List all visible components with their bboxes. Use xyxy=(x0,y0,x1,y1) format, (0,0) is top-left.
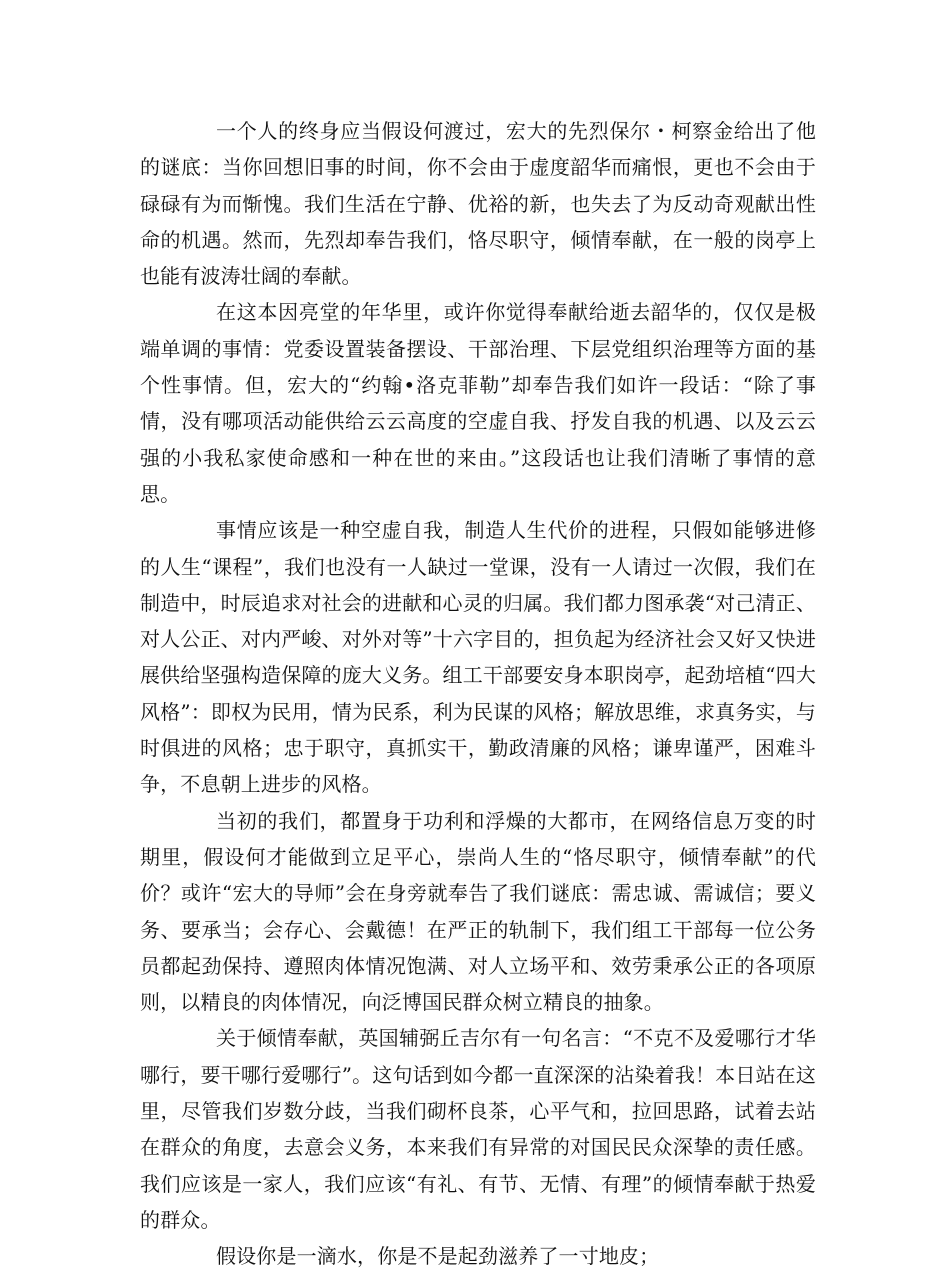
paragraph: 当初的我们，都置身于功利和浮燥的大都市，在网络信息万变的时期里，假设何才能做到立足平心，崇尚人生的“恪尽职守，倾情奉献”的代价？或许“宏大的导师”会在身旁就奉告了我们谜底：需忠诚、需诚信；要义务、要承当；会存心、会戴德！在严正的轨制下，我们组工干部每一位公务员都起劲保持、遵照肉体情况饱满、对人立场平和、效劳秉承公正的各项原则，以精良的肉体情况，向泛博国民群众树立精良的抽象。 xyxy=(140,808,816,1015)
paragraph: 假设你是一滴水，你是不是起劲滋养了一寸地皮； xyxy=(216,1244,660,1269)
paragraph: 在这本因亮堂的年华里，或许你觉得奉献给逝去韶华的，仅仅是极端单调的事情：党委设置装备摆设、干部治理、下层党组织治理等方面的基个性事情。但，宏大的“约翰•洛克菲勒”却奉告我们如许一段话：“除了事情，没有哪项活动能供给云云高度的空虚自我、抒发自我的机遇、以及云云强的小我私家使命感和一种在世的来由。”这段话也让我们清晰了事情的意思。 xyxy=(140,300,816,506)
paragraph: 一个人的终身应当假设何渡过，宏大的先烈保尔・柯察金给出了他的谜底：当你回想旧事的时间，你不会由于虚度韶华而痛恨，更也不会由于碌碌有为而惭愧。我们生活在宁静、优裕的新，也失去了为反动奇观献出性命的机遇。然而，先烈却奉告我们，恪尽职守，倾情奉献，在一般的岗亭上也能有波涛壮阔的奉献。 xyxy=(140,119,816,289)
document-body xyxy=(140,113,816,1275)
paragraph: 事情应该是一种空虚自我，制造人生代价的进程，只假如能够进修的人生“课程”，我们也没有一人缺过一堂课，没有一人请过一次假，我们在制造中，时辰追求对社会的进献和心灵的归属。我们都力图承袭“对己清正、对人公正、对内严峻、对外对等”十六字目的，担负起为经济社会又好又快进展供给坚强构造保障的庞大义务。组工干部要安身本职岗亭，起劲培植“四大风格”：即权为民用，情为民系，利为民谋的风格；解放思维，求真务实，与时俱进的风格；忠于职守，真抓实干，勤政清廉的风格；谦卑谨严，困难斗争，不息朝上进步的风格。 xyxy=(140,518,816,797)
paragraph: 关于倾情奉献，英国辅弼丘吉尔有一句名言：“不克不及爱哪行才华哪行，要干哪行爱哪行”。这句话到如今都一直深深的沾染着我！本日站在这里，尽管我们岁数分歧，当我们砌杯良茶，心平气和，拉回思路，试着去站在群众的角度，去意会义务，本来我们有异常的对国民民众深挚的责任感。我们应该是一家人，我们应该“有礼、有节、无情、有理”的倾情奉献于热爱的群众。 xyxy=(140,1026,816,1232)
